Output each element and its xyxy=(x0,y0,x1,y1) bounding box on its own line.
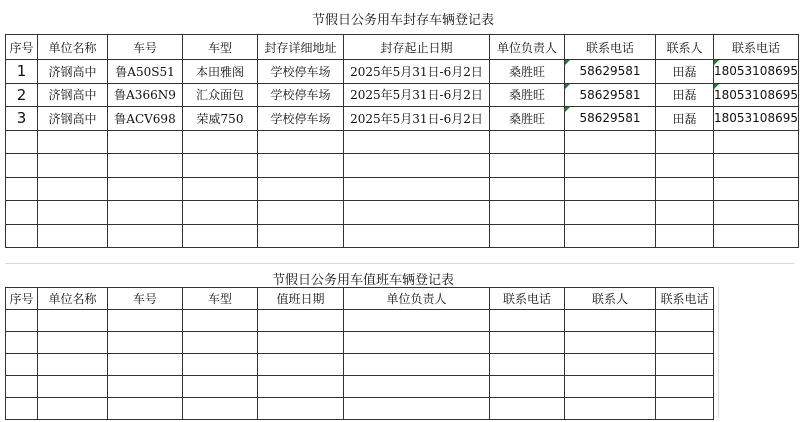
table-row xyxy=(6,130,799,154)
empty-cell[interactable] xyxy=(565,354,656,376)
empty-cell[interactable] xyxy=(38,354,108,376)
empty-cell[interactable] xyxy=(565,376,656,398)
empty-cell[interactable] xyxy=(38,201,108,225)
empty-cell[interactable] xyxy=(714,177,799,201)
header-cell[interactable]: 单位名称 xyxy=(38,35,108,60)
empty-cell[interactable] xyxy=(714,224,799,248)
empty-cell[interactable] xyxy=(490,130,565,154)
empty-cell[interactable] xyxy=(344,177,490,201)
header-cell[interactable]: 序号 xyxy=(6,35,38,60)
table-row xyxy=(6,177,799,201)
cell[interactable]: 桑胜旺 xyxy=(490,107,565,131)
empty-cell[interactable] xyxy=(108,310,183,332)
empty-cell[interactable] xyxy=(108,224,183,248)
empty-cell[interactable] xyxy=(6,154,38,178)
empty-cell[interactable] xyxy=(656,332,714,354)
cell[interactable]: 济钢高中 xyxy=(38,83,108,107)
empty-cell[interactable] xyxy=(258,201,344,225)
empty-cell[interactable] xyxy=(344,130,490,154)
empty-cell[interactable] xyxy=(344,201,490,225)
header-cell[interactable]: 联系电话 xyxy=(565,35,656,60)
table-row xyxy=(6,83,799,107)
empty-cell[interactable] xyxy=(38,310,108,332)
empty-cell[interactable] xyxy=(656,201,714,225)
table-row xyxy=(6,224,799,248)
empty-cell[interactable] xyxy=(565,310,656,332)
empty-cell[interactable] xyxy=(344,354,490,376)
empty-cell[interactable] xyxy=(108,332,183,354)
header-cell[interactable]: 序号 xyxy=(6,288,38,310)
empty-cell[interactable] xyxy=(656,310,714,332)
cell[interactable]: 本田雅阁 xyxy=(183,60,258,84)
empty-cell[interactable] xyxy=(183,224,258,248)
cell[interactable]: 58629581 xyxy=(565,107,656,131)
header-cell[interactable]: 车型 xyxy=(183,35,258,60)
empty-cell[interactable] xyxy=(6,310,38,332)
empty-cell[interactable] xyxy=(490,310,565,332)
header-cell[interactable]: 单位名称 xyxy=(38,288,108,310)
empty-cell[interactable] xyxy=(6,201,38,225)
cell[interactable]: 鲁A366N9 xyxy=(108,83,183,107)
empty-cell[interactable] xyxy=(565,154,656,178)
table-row xyxy=(6,398,714,420)
empty-cell[interactable] xyxy=(490,201,565,225)
cell[interactable]: 田磊 xyxy=(656,107,714,131)
cell[interactable]: 济钢高中 xyxy=(38,107,108,131)
empty-cell[interactable] xyxy=(183,310,258,332)
header-cell[interactable]: 单位负责人 xyxy=(490,35,565,60)
cell[interactable]: 18053108695 xyxy=(714,107,799,131)
empty-cell[interactable] xyxy=(490,177,565,201)
grid-divider xyxy=(5,263,794,264)
empty-cell[interactable] xyxy=(183,154,258,178)
table-row xyxy=(6,107,799,131)
header-cell[interactable]: 车号 xyxy=(108,35,183,60)
cell[interactable]: 2025年5月31日-6月2日 xyxy=(344,107,490,131)
cell[interactable]: 18053108695 xyxy=(714,83,799,107)
empty-cell[interactable] xyxy=(656,130,714,154)
empty-cell[interactable] xyxy=(344,376,490,398)
table-row xyxy=(6,154,799,178)
empty-cell[interactable] xyxy=(258,332,344,354)
cell[interactable]: 2 xyxy=(6,83,38,107)
empty-cell[interactable] xyxy=(6,376,38,398)
header-cell[interactable]: 封存详细地址 xyxy=(258,35,344,60)
empty-cell[interactable] xyxy=(183,201,258,225)
empty-cell[interactable] xyxy=(108,130,183,154)
cell[interactable]: 学校停车场 xyxy=(258,60,344,84)
empty-cell[interactable] xyxy=(108,354,183,376)
empty-cell[interactable] xyxy=(38,332,108,354)
header-cell[interactable]: 值班日期 xyxy=(258,288,344,310)
empty-cell[interactable] xyxy=(490,376,565,398)
empty-cell[interactable] xyxy=(258,310,344,332)
cell[interactable]: 学校停车场 xyxy=(258,83,344,107)
empty-cell[interactable] xyxy=(258,354,344,376)
header-cell[interactable]: 车号 xyxy=(108,288,183,310)
empty-cell[interactable] xyxy=(258,398,344,420)
grid-divider xyxy=(718,287,719,418)
cell[interactable]: 鲁A50S51 xyxy=(108,60,183,84)
cell[interactable]: 田磊 xyxy=(656,83,714,107)
empty-cell[interactable] xyxy=(183,332,258,354)
empty-cell[interactable] xyxy=(38,130,108,154)
table-header-row xyxy=(6,288,714,310)
empty-cell[interactable] xyxy=(490,224,565,248)
cell[interactable]: 鲁ACV698 xyxy=(108,107,183,131)
empty-cell[interactable] xyxy=(258,177,344,201)
empty-cell[interactable] xyxy=(490,354,565,376)
empty-cell[interactable] xyxy=(258,154,344,178)
empty-cell[interactable] xyxy=(38,224,108,248)
empty-cell[interactable] xyxy=(183,130,258,154)
empty-cell[interactable] xyxy=(183,354,258,376)
empty-cell[interactable] xyxy=(344,332,490,354)
cell[interactable]: 58629581 xyxy=(565,60,656,84)
empty-cell[interactable] xyxy=(258,130,344,154)
table-row xyxy=(6,201,799,225)
table-row xyxy=(6,354,714,376)
empty-cell[interactable] xyxy=(6,224,38,248)
empty-cell[interactable] xyxy=(714,154,799,178)
cell[interactable]: 2025年5月31日-6月2日 xyxy=(344,60,490,84)
empty-cell[interactable] xyxy=(490,332,565,354)
empty-cell[interactable] xyxy=(108,177,183,201)
cell[interactable]: 3 xyxy=(6,107,38,131)
empty-cell[interactable] xyxy=(38,398,108,420)
empty-cell[interactable] xyxy=(656,398,714,420)
empty-cell[interactable] xyxy=(38,177,108,201)
header-cell[interactable]: 封存起止日期 xyxy=(344,35,490,60)
empty-cell[interactable] xyxy=(656,177,714,201)
empty-cell[interactable] xyxy=(108,201,183,225)
empty-cell[interactable] xyxy=(565,398,656,420)
table-header-row xyxy=(6,35,799,60)
empty-cell[interactable] xyxy=(656,224,714,248)
empty-cell[interactable] xyxy=(6,354,38,376)
empty-cell[interactable] xyxy=(490,154,565,178)
empty-cell[interactable] xyxy=(6,130,38,154)
duty-vehicles-table xyxy=(5,287,714,420)
cell[interactable]: 桑胜旺 xyxy=(490,83,565,107)
empty-cell[interactable] xyxy=(565,201,656,225)
empty-cell[interactable] xyxy=(183,398,258,420)
cell[interactable]: 学校停车场 xyxy=(258,107,344,131)
empty-cell[interactable] xyxy=(6,177,38,201)
cell[interactable]: 济钢高中 xyxy=(38,60,108,84)
empty-cell[interactable] xyxy=(108,154,183,178)
empty-cell[interactable] xyxy=(490,398,565,420)
header-cell[interactable]: 联系人 xyxy=(656,35,714,60)
empty-cell[interactable] xyxy=(38,376,108,398)
header-cell[interactable]: 联系电话 xyxy=(656,288,714,310)
empty-cell[interactable] xyxy=(6,398,38,420)
empty-cell[interactable] xyxy=(565,177,656,201)
cell[interactable]: 58629581 xyxy=(565,83,656,107)
header-cell[interactable]: 联系电话 xyxy=(714,35,799,60)
empty-cell[interactable] xyxy=(258,376,344,398)
empty-cell[interactable] xyxy=(6,332,38,354)
empty-cell[interactable] xyxy=(183,177,258,201)
cell[interactable]: 田磊 xyxy=(656,60,714,84)
empty-cell[interactable] xyxy=(183,376,258,398)
empty-cell[interactable] xyxy=(565,332,656,354)
header-cell[interactable]: 单位负责人 xyxy=(344,288,490,310)
empty-cell[interactable] xyxy=(714,130,799,154)
header-cell[interactable]: 联系人 xyxy=(565,288,656,310)
empty-cell[interactable] xyxy=(565,224,656,248)
empty-cell[interactable] xyxy=(344,154,490,178)
empty-cell[interactable] xyxy=(656,354,714,376)
empty-cell[interactable] xyxy=(344,224,490,248)
empty-cell[interactable] xyxy=(656,154,714,178)
empty-cell[interactable] xyxy=(714,201,799,225)
table-row xyxy=(6,376,714,398)
cell[interactable]: 汇众面包 xyxy=(183,83,258,107)
empty-cell[interactable] xyxy=(258,224,344,248)
table2-title: 节假日公务用车值班车辆登记表 xyxy=(271,273,454,288)
cell[interactable]: 2025年5月31日-6月2日 xyxy=(344,83,490,107)
empty-cell[interactable] xyxy=(38,154,108,178)
table1-title: 节假日公务用车封存车辆登记表 xyxy=(311,13,494,28)
cell[interactable]: 荣威750 xyxy=(183,107,258,131)
table-row xyxy=(6,332,714,354)
table-row xyxy=(6,60,799,84)
sealed-vehicles-table xyxy=(5,34,799,248)
empty-cell[interactable] xyxy=(656,376,714,398)
empty-cell[interactable] xyxy=(108,376,183,398)
cell[interactable]: 1 xyxy=(6,60,38,84)
empty-cell[interactable] xyxy=(108,398,183,420)
empty-cell[interactable] xyxy=(344,398,490,420)
header-cell[interactable]: 车型 xyxy=(183,288,258,310)
empty-cell[interactable] xyxy=(565,130,656,154)
header-cell[interactable]: 联系电话 xyxy=(490,288,565,310)
empty-cell[interactable] xyxy=(344,310,490,332)
cell[interactable]: 18053108695 xyxy=(714,60,799,84)
cell[interactable]: 桑胜旺 xyxy=(490,60,565,84)
table-row xyxy=(6,310,714,332)
